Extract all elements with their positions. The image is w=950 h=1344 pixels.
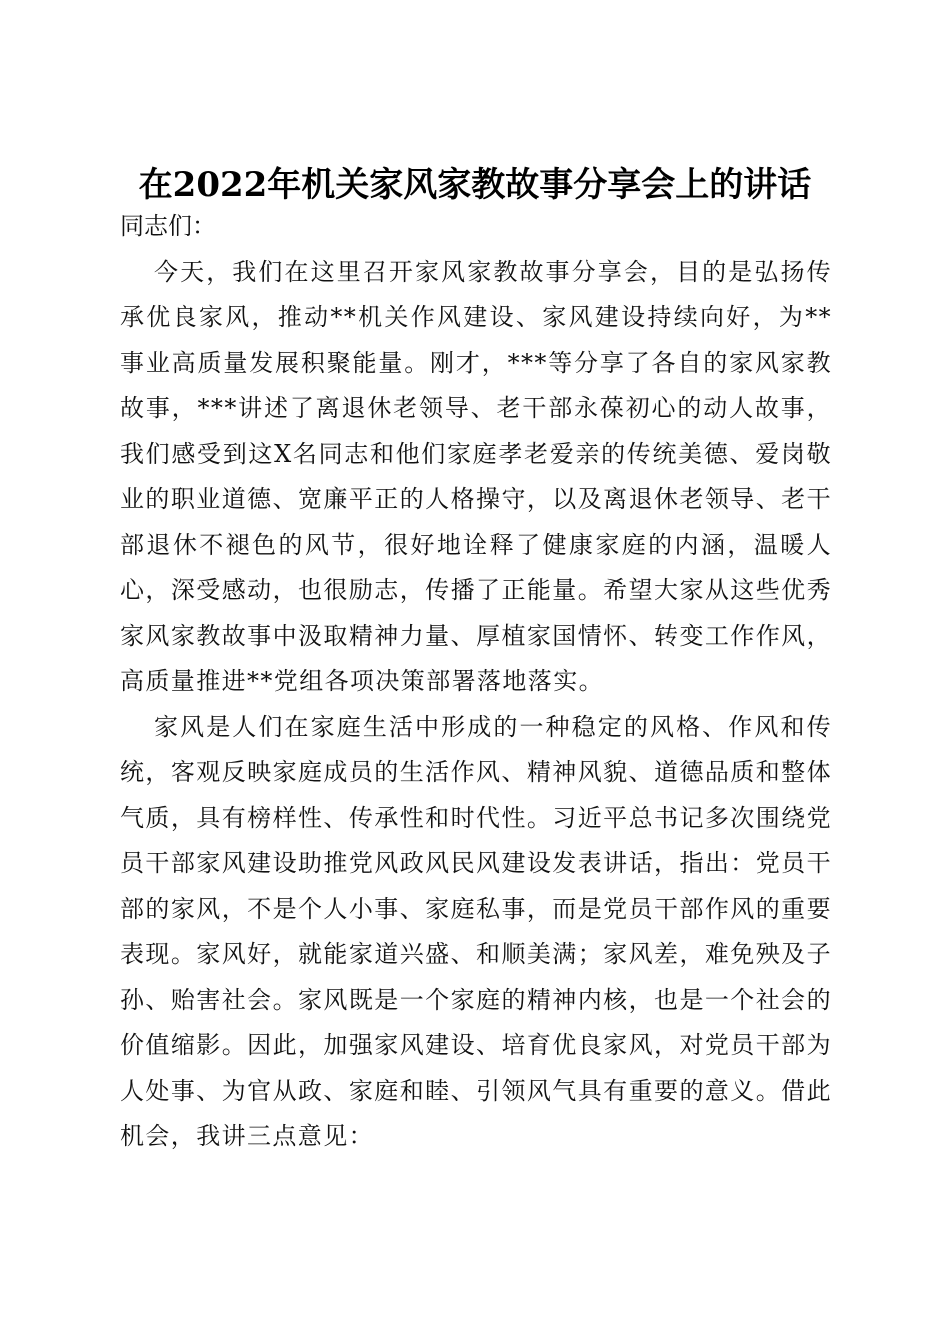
paragraph-2: 家风是人们在家庭生活中形成的一种稳定的风格、作风和传统，客观反映家庭成员的生活作风、精神风貌、道德品质和整体气质，具有榜样性、传承性和时代性。习近平总书记多次围绕党员干部家风建设助推党风政风民风建设发表讲话，指出：党员干部的家风，不是个人小事、家庭私事，而是党员干部作风的重要表现。家风好，就能家道兴盛、和顺美满；家风差，难免殃及子孙、贻害社会。家风既是一个家庭的精神内核，也是一个社会的价值缩影。因此，加强家风建设、培育优良家风，对党员干部为人处事、为官从政、家庭和睦、引领风气具有重要的意义。借此机会，我讲三点意见： (120, 712, 832, 1150)
paragraph-1: 今天，我们在这里召开家风家教故事分享会，目的是弘扬传承优良家风，推动**机关作风建设、家风建设持续向好，为**事业高质量发展积聚能量。刚才，***等分享了各自的家风家教故事，***讲述了离退休老领导、老干部永葆初心的动人故事，我们感受到这X名同志和他们家庭孝老爱亲的传统美德、爱岗敬业的职业道德、宽廉平正的人格操守，以及离退休老领导、老干部退休不褪色的风节，很好地诠释了健康家庭的内涵，温暖人心，深受感动，也很励志，传播了正能量。希望大家从这些优秀家风家教故事中汲取精神力量、厚植家国情怀、转变工作作风，高质量推进**党组各项决策部署落地落实。 (120, 257, 832, 695)
document-body (120, 204, 832, 1160)
salutation: 同志们： (120, 212, 216, 240)
document-title: 在2022年机关家风家教故事分享会上的讲话 (138, 164, 812, 205)
